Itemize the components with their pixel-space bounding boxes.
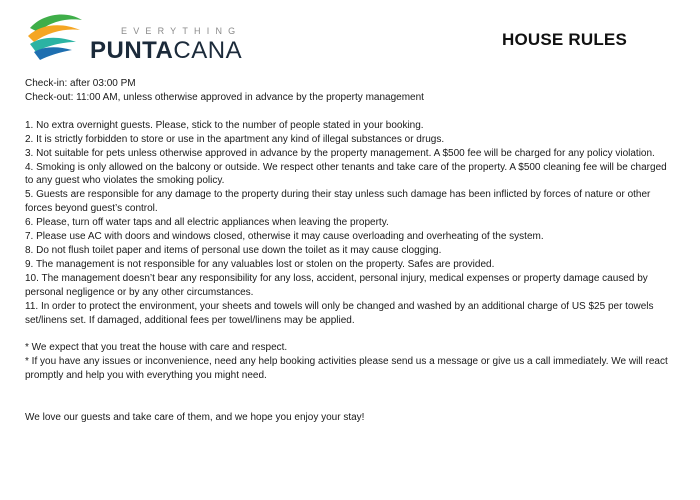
page-title: HOUSE RULES xyxy=(502,30,627,49)
rule-item: 3. Not suitable for pets unless otherwise approved in advance by the property management. A $500 fee will be charged for any policy violation. xyxy=(25,147,655,159)
checkout-line: Check-out: 11:00 AM, unless otherwise approved in advance by the property management xyxy=(25,91,424,103)
logo-wordmark xyxy=(90,39,242,63)
rule-item: 8. Do not flush toilet paper and items of personal use down the toilet as it may cause clogging. xyxy=(25,244,442,256)
rule-item: 7. Please use AC with doors and windows closed, otherwise it may cause overloading and overheating of the system. xyxy=(25,231,544,243)
rule-item: 4. Smoking is only allowed on the balcony or outside. We respect other tenants and take care of the property. A $500 cleaning fee will be charged to any guest who violates the smoking policy. xyxy=(25,161,667,187)
header xyxy=(0,0,700,70)
note-item: * We expect that you treat the house with care and respect. xyxy=(25,342,288,354)
logo-tagline: EVERYTHING xyxy=(121,26,242,36)
note-item: * If you have any issues or inconvenience, need any help booking activities please send us a message or give us a call immediately. We will react promptly and help you with everything you might need. xyxy=(25,356,668,382)
logo-brand-first: PUNTA xyxy=(90,37,174,64)
rule-item: 9. The management is not responsible for any valuables lost or stolen on the property. Safes are provided. xyxy=(25,258,495,270)
rule-item: 5. Guests are responsible for any damage to the property during their stay unless such damage has been inflicted by forces of nature or other forces beyond guest’s control. xyxy=(25,189,651,215)
closing-line: We love our guests and take care of them, and we hope you enjoy your stay! xyxy=(25,412,365,424)
rule-item: 1. No extra overnight guests. Please, stick to the number of people stated in your booking. xyxy=(25,119,424,131)
rule-item: 6. Please, turn off water taps and all electric appliances when leaving the property. xyxy=(25,217,389,229)
everything-punta-cana-logo xyxy=(26,12,243,64)
logo-brand-second: CANA xyxy=(173,37,243,64)
checkin-line: Check-in: after 03:00 PM xyxy=(25,78,136,89)
rule-item: 2. It is strictly forbidden to store or use in the apartment any kind of illegal substances or drugs. xyxy=(25,133,445,145)
rule-item: 10. The management doesn’t bear any responsibility for any loss, accident, personal injury, medical expenses or property damage caused by personal negligence or by any other circumstances. xyxy=(25,272,648,298)
rule-item: 11. In order to protect the environment, your sheets and towels will only be changed and washed by an additional charge of US $25 per towels set/linens set. If damaged, additional fees per towel/linens may be applied. xyxy=(25,300,654,326)
logo-mark-icon xyxy=(26,12,86,60)
house-rules-body xyxy=(25,77,677,425)
